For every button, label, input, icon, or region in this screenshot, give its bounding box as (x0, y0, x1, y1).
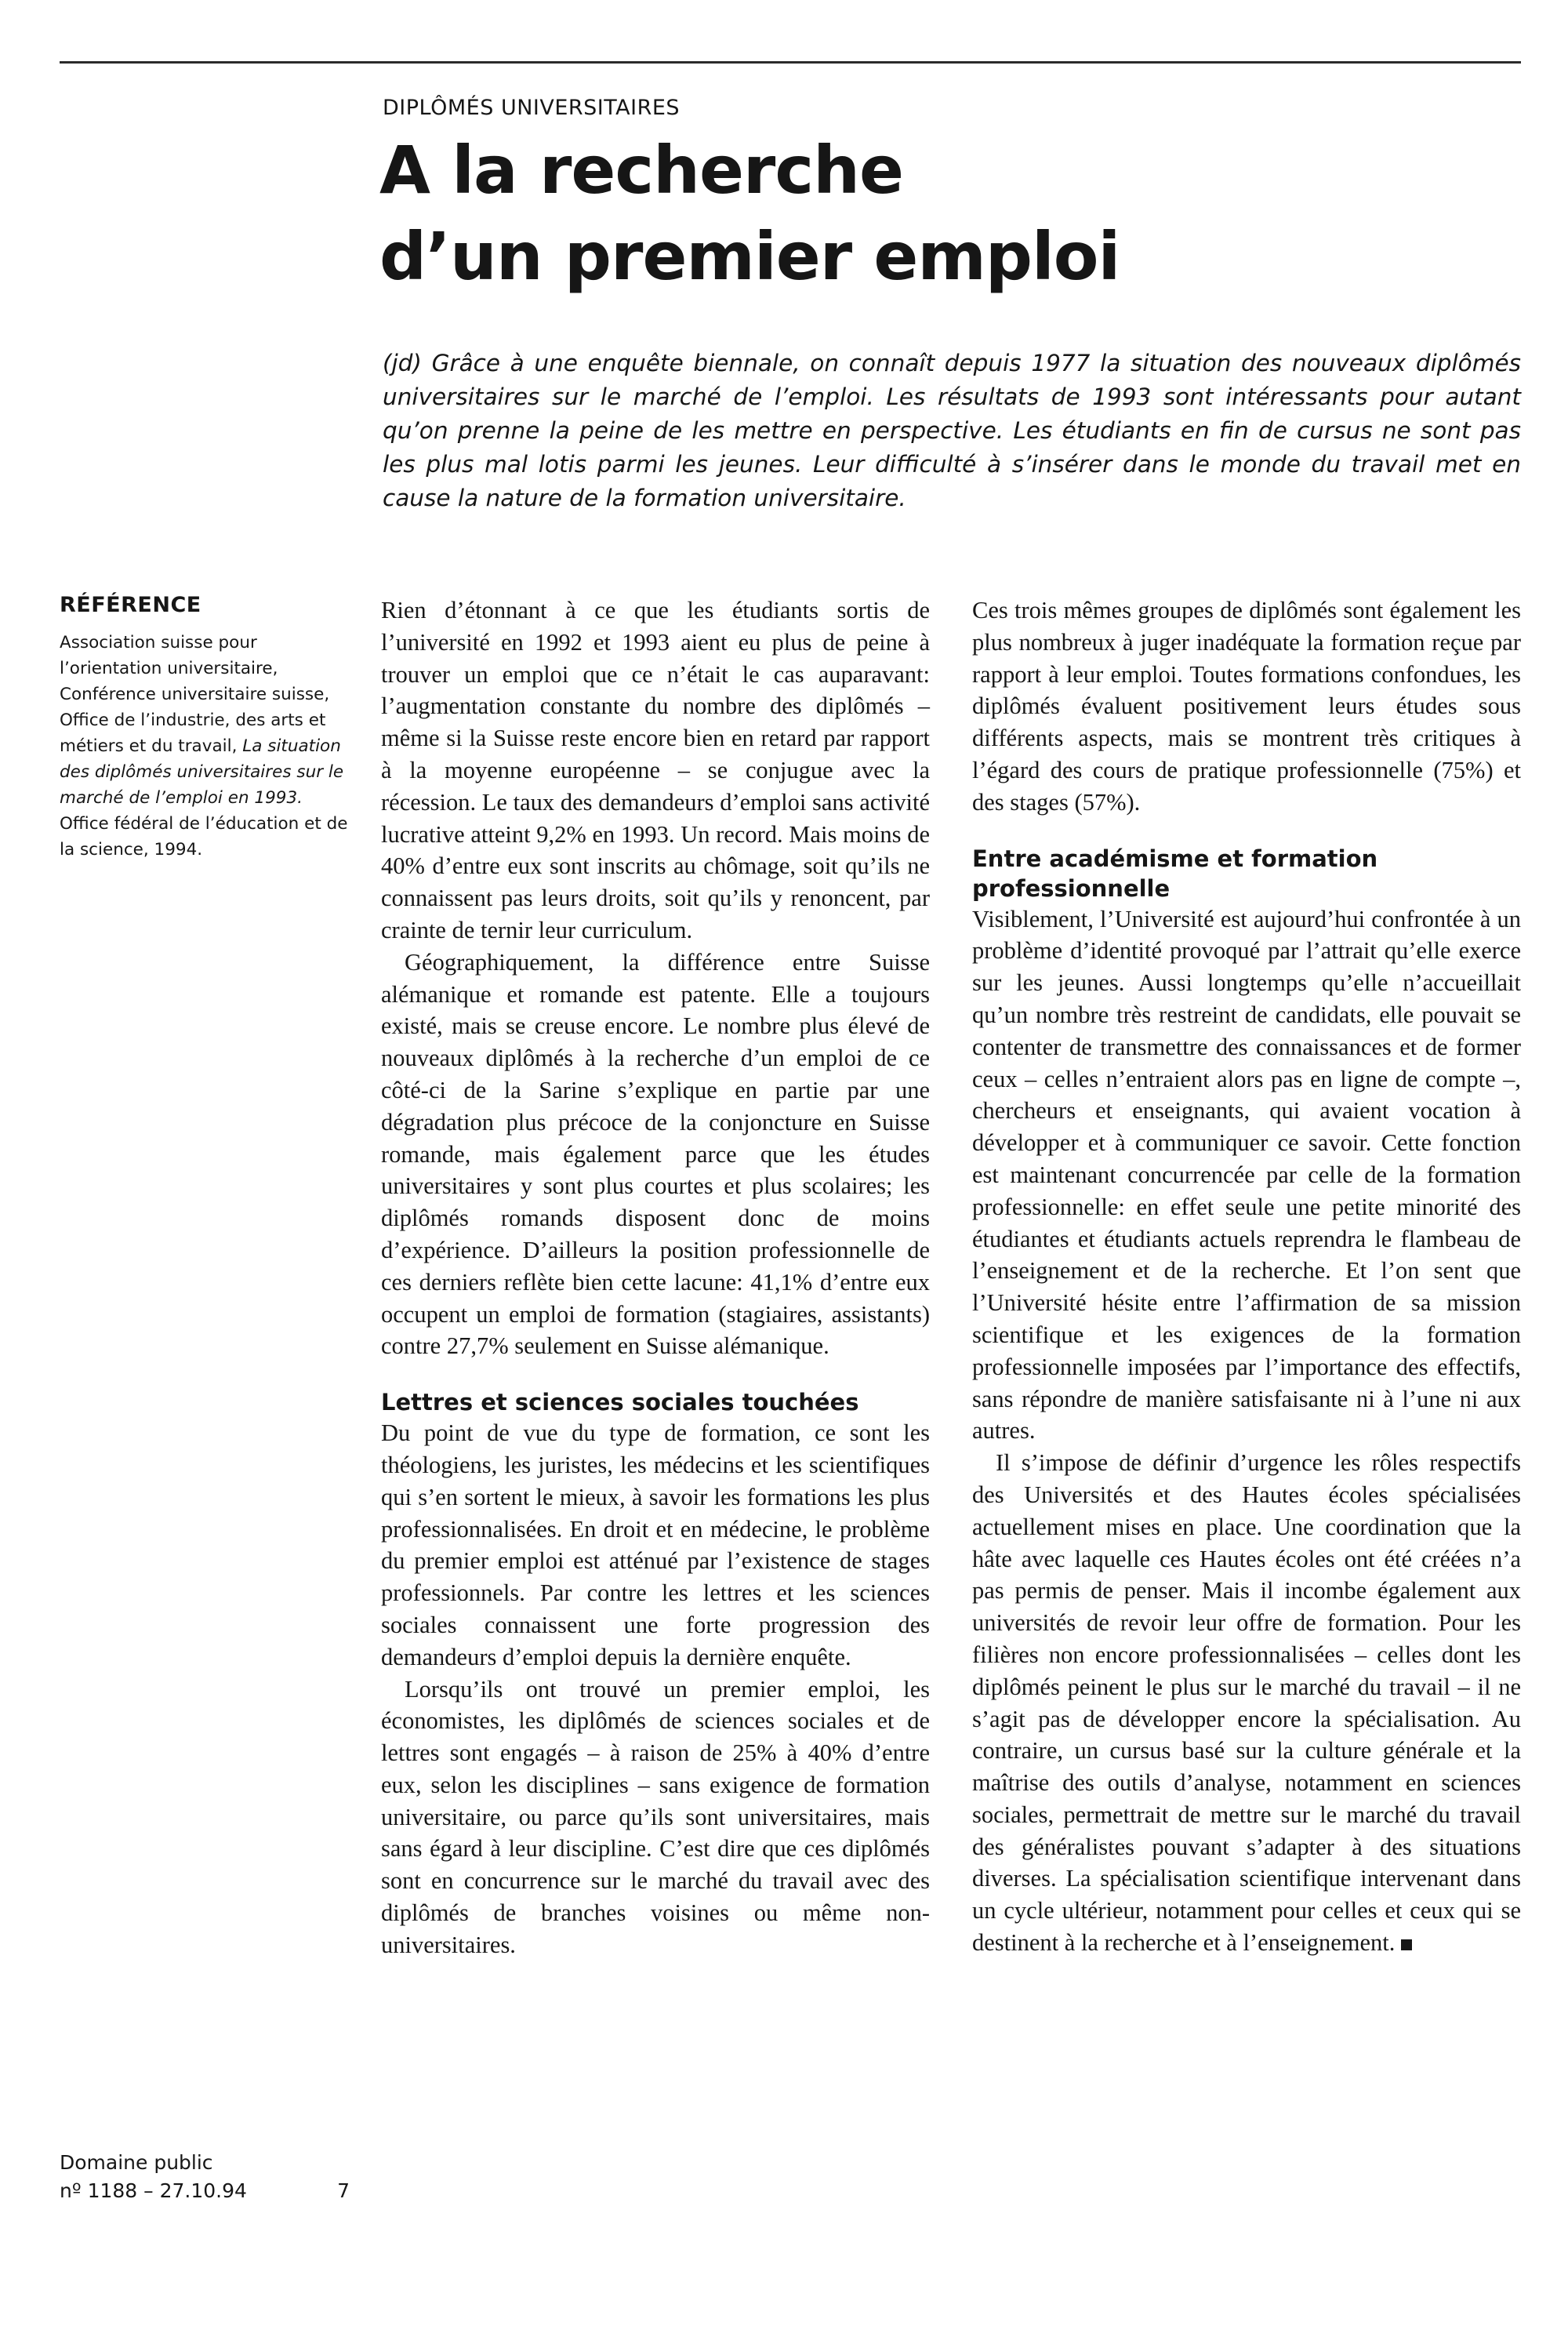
article-title-line-1: A la recherche (379, 132, 903, 209)
body-paragraph: Du point de vue du type de formation, ce sont les théologiens, les juristes, les médecins et les scientifiques qui s’en sortent le mieux, à savoir les formations les plus professionnalisées. En droit et en médecine, le problème du premier emploi est atténué par l’existence de stages professionnels. Par contre les lettres et les sciences sociales connaissent une forte progression des demandeurs d’emploi depuis la dernière enquête. (381, 1419, 930, 1670)
article-lead: (jd) Grâce à une enquête biennale, on connaît depuis 1977 la situation des nouveaux diplômés universitaires sur le marché de l’emploi. Les résultats de 1993 sont intéressants pour autant qu’on prenne la peine de les mettre en perspective. Les étudiants en fin de cursus ne sont pas les plus mal lotis parmi les jeunes. Leur difficulté à s’insérer dans le monde du travail met en cause la nature de la formation universitaire. (383, 350, 1521, 511)
issue-line (60, 2177, 350, 2205)
body-paragraph: Géographiquement, la différence entre Suisse alémanique et romande est patente. Elle a toujours existé, mais se creuse encore. Le nombre plus élevé de nouveaux diplômés à la recherche d’un emploi de ce côté-ci de la Sarine s’explique en partie par une dégradation plus précoce de la conjoncture en Suisse romande, mais également parce que les études universitaires y sont plus courtes et plus scolaires; les diplômés romands disposent donc de moins d’expérience. D’ailleurs la position professionnelle de ces derniers reflète bien cette lacune: 41,1% d’entre eux occupent un emploi de formation (stagiaires, assistants) contre 27,7% seulement en Suisse alémanique. (381, 948, 930, 1360)
body-paragraph: Rien d’étonnant à ce que les étudiants sortis de l’université en 1992 et 1993 aient eu plus de peine à trouver un emploi que ce n’était le cas auparavant: l’augmentation constante du nombre des diplômés – même si la Suisse reste encore bien en retard par rapport à la moyenne européenne – se conjugue avec la récession. Le taux des demandeurs d’emploi sans activité lucrative atteint 9,2% en 1993. Un record. Mais moins de 40% d’entre eux sont inscrits au chômage, soit qu’ils ne connaissent pas leurs droits, soit qu’ils y renoncent, par crainte de ternir leur curriculum. (381, 597, 930, 943)
reference-title: La situation des diplômés universitaires sur le marché de l’emploi en 1993. (60, 736, 344, 808)
top-rule (60, 61, 1521, 64)
issue-number: nº 1188 – 27.10.94 (60, 2179, 247, 2202)
body-paragraph-text: Il s’impose de définir d’urgence les rôles respectifs des Universités et des Hautes écoles spécialisées actuellement mises en place. Une coordination que la hâte avec laquelle ces Hautes écoles ont été créées n’a pas permis de penser. Mais il incombe également aux universités de revoir leur offre de formation. Pour les filières non encore professionnalisées – celles dont les diplômés peinent le plus sur le marché du travail – il ne s’agit pas de développer encore la spécialisation. Au contraire, un cursus basé sur la culture générale et la maîtrise des outils d’analyse, notamment en sciences sociales, permettrait de mettre sur le marché du travail des généralistes pouvant s’adapter à des situations diverses. La spécialisation scientifique intervenant dans un cycle ultérieur, notamment pour celles et ceux qui se destinent à la recherche et à l’enseignement. (972, 1449, 1521, 1957)
reference-publisher: Office fédéral de l’éducation et de la science, 1994. (60, 814, 348, 860)
reference-text (60, 630, 350, 863)
body-paragraph: Ces trois mêmes groupes de diplômés sont également les plus nombreux à juger inadéquate la formation reçue par rapport à leur emploi. Toutes formations confondues, les diplômés évaluent positivement leurs études sous différents aspects, mais se montrent très critiques à l’égard des cours de pratique professionnelle (75%) et des stages (57%). (972, 597, 1521, 816)
article-title-line-2: d’un premier emploi (379, 218, 1120, 295)
section-kicker: DIPLÔMÉS UNIVERSITAIRES (383, 96, 681, 120)
reference-authors: Association suisse pour l’orientation universitaire, Conférence universitaire suisse, Office de l’industrie, des arts et métiers et du travail, (60, 633, 330, 756)
reference-citation (60, 630, 350, 811)
reference-heading: RÉFÉRENCE (60, 593, 201, 617)
page-number: 7 (337, 2179, 350, 2202)
subheading-academisme: Entre académisme et formation professionnelle (972, 845, 1378, 902)
body-paragraph: Lorsqu’ils ont trouvé un premier emploi, les économistes, les diplômés de sciences sociales et de lettres sont engagés – à raison de 25% à 40% d’entre eux, selon les disciplines – sans exigence de formation universitaire, ou parce qu’ils sont universitaires, mais sans égard à leur discipline. C’est dire que ces diplômés sont en concurrence sur le marché du travail avec des diplômés de branches voisines ou même non-universitaires. (381, 1675, 930, 1958)
reference-sidebar (60, 593, 350, 863)
body-paragraph: Visiblement, l’Université est aujourd’hui confrontée à un problème d’identité provoqué par l’attrait qu’elle exerce sur les jeunes. Aussi longtemps qu’elle n’accueillait qu’un nombre très restreint de candidats, elle pouvait se contenter de transmettre des connaissances et de former ceux – celles n’entraient alors pas en ligne de compte –, chercheurs et enseignants, qui avaient vocation à développer et à communiquer ce savoir. Cette fonction est maintenant concurrencée par celle de la formation professionnelle: en effet seule une petite minorité des étudiantes et étudiants actuels reprendra le flambeau de l’enseignement et de la recherche. Et l’on sent que l’Université hésite entre l’affirmation de sa mission scientifique et les exigences de la formation professionnelle imposées par l’importance des effectifs, sans répondre de manière satisfaisante ni à l’une ni aux autres. (972, 905, 1521, 1445)
publication-name: Domaine public (60, 2151, 213, 2174)
subheading-lettres: Lettres et sciences sociales touchées (381, 1389, 859, 1416)
page-footer (60, 2149, 350, 2205)
article-column-1 (381, 594, 930, 1961)
end-of-article-square-icon (1401, 1939, 1412, 1950)
body-paragraph-last (972, 1447, 1521, 1959)
article-column-2 (972, 594, 1521, 1959)
article-title (379, 127, 1120, 300)
